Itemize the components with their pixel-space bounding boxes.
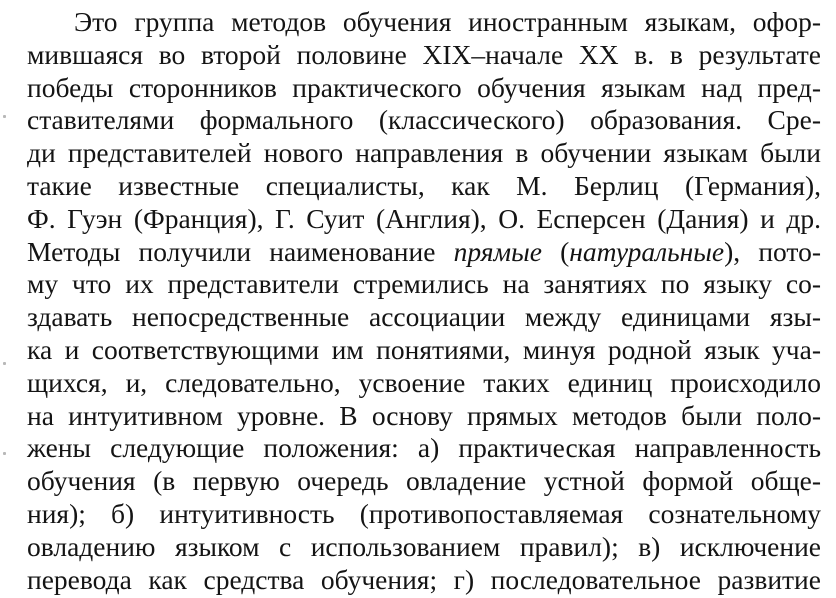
text-line-with-italics bbox=[27, 236, 821, 269]
text-run: ), пото- bbox=[724, 235, 821, 267]
text-line: ния); б) интуитивность (противопоставляемая сознательному bbox=[27, 497, 821, 529]
text-line: мившаяся во второй половине XIX–начале XX в. в результате bbox=[27, 38, 821, 70]
scan-speck bbox=[3, 362, 6, 365]
text-line: ставителями формального (классического) образования. Сре- bbox=[27, 104, 821, 136]
text-line: Ф. Гуэн (Франция), Г. Суит (Англия), О. Есперсен (Дания) и др. bbox=[27, 202, 821, 234]
text-line: здавать непосредственные ассоциации между единицами язы- bbox=[27, 301, 821, 333]
text-line: на интуитивном уровне. В основу прямых методов были поло- bbox=[27, 399, 821, 431]
text-run: ( bbox=[541, 235, 570, 267]
text-line: победы сторонников практического обучения языкам над пред- bbox=[27, 71, 821, 103]
text-run: Методы получили наименование bbox=[27, 235, 454, 267]
body-paragraph bbox=[27, 6, 821, 596]
text-line: ди представителей нового направления в обучении языкам были bbox=[27, 137, 821, 169]
italic-term-natural: натуральные bbox=[569, 235, 725, 267]
text-line: перевода как средства обучения; г) последовательное развитие bbox=[27, 563, 821, 595]
text-line: ка и соответствующими им понятиями, минуя родной язык уча- bbox=[27, 333, 821, 365]
italic-term-direct: прямые bbox=[453, 235, 542, 267]
text-line: такие известные специалисты, как М. Берлиц (Германия), bbox=[27, 169, 821, 201]
scan-speck bbox=[3, 115, 6, 118]
text-line: Это группа методов обучения иностранным языкам, офор- bbox=[74, 6, 821, 37]
text-line: жены следующие положения: а) практическая направленность bbox=[27, 432, 821, 464]
text-line: му что их представители стремились на занятиях по языку со- bbox=[27, 268, 821, 300]
text-line: щихся, и, следовательно, усвоение таких единиц происходило bbox=[27, 366, 821, 398]
text-line: овладению языком с использованием правил); в) исключение bbox=[27, 530, 821, 562]
scan-speck bbox=[3, 452, 6, 455]
text-line: обучения (в первую очередь овладение устной формой обще- bbox=[27, 465, 821, 497]
